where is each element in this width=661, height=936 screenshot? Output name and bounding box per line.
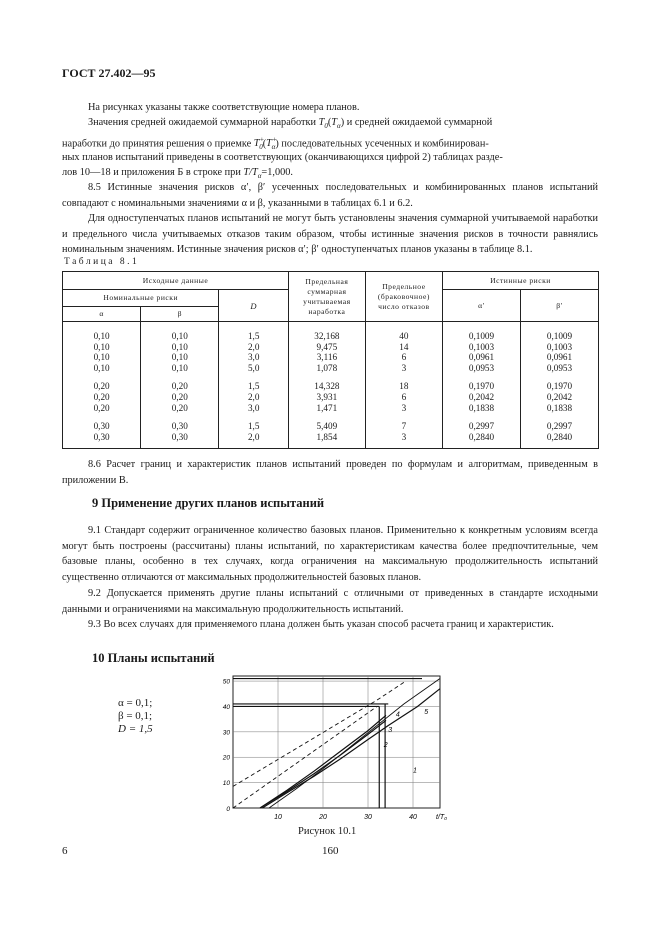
table-cell: 0,10 xyxy=(141,322,219,342)
table-cell: 14 xyxy=(365,342,442,353)
table-cell: 0,0953 xyxy=(443,363,521,376)
table-cell: 0,30 xyxy=(141,415,219,432)
x-axis-label: t/T₀ xyxy=(436,814,448,821)
table-cell: 0,1838 xyxy=(520,403,598,416)
table-cell: 0,0953 xyxy=(520,363,598,376)
table-cell: 14,328 xyxy=(288,375,365,392)
table-cell: 6 xyxy=(365,352,442,363)
paragraph-9-1: 9.1 Стандарт содержит ограниченное количество базовых планов. Применительно к конкретным условиям всегда могут быть построены (рассчитаны) планы испытаний, по характеристикам качества более предпочтительные, чем базовые планы, особенно в тех случаях, когда ограничения на максимальную продолжительность испытаний существенно отличаются от максимальных продолжительностей базовых планов. xyxy=(62,525,598,583)
table-row xyxy=(63,403,599,416)
table-cell: 2,0 xyxy=(219,432,289,449)
table-cell: 0,30 xyxy=(141,432,219,449)
table-cell: 0,2840 xyxy=(520,432,598,449)
table-cell: 0,0961 xyxy=(520,352,598,363)
table-row xyxy=(63,322,599,342)
table-cell: 2,0 xyxy=(219,342,289,353)
table-cell: 0,1838 xyxy=(443,403,521,416)
legend-beta: β = 0,1; xyxy=(118,710,153,722)
th-alpha-true: α′ xyxy=(443,290,521,322)
paragraph-single-stage: Для одноступенчатых планов испытаний не могут быть установлены значения суммарной учитываемой наработки и предельного числа учитываемых отказов таким образом, чтобы истинные значения рисков в точности равнялись номинальным значениям. Истинные значения рисков α′; β′ одноступенчатых планов указаны в таблице 8.1. xyxy=(62,213,598,256)
table-row xyxy=(63,415,599,432)
table-cell: 1,854 xyxy=(288,432,365,449)
table-cell: 3 xyxy=(365,432,442,449)
x-tick-label: 40 xyxy=(409,814,417,821)
table-cell: 0,30 xyxy=(63,415,141,432)
page-number-left: 6 xyxy=(62,845,68,857)
table-row xyxy=(63,342,599,353)
table-cell: 0,2042 xyxy=(443,392,521,403)
th-limit-fail: Предельное (браковочное) число отказов xyxy=(365,272,442,322)
paragraph-8-4: Значения средней ожидаемой суммарной наработки $T_0(T_\alpha)$ и средней ожидаемой суммарной xyxy=(88,117,493,131)
table-cell: 3,0 xyxy=(219,403,289,416)
table-cell: 1,5 xyxy=(219,415,289,432)
paragraph-9-2: 9.2 Допускается применять другие планы испытаний с отличными от приведенных в стандарте исходными данными и ограничениями на максимальную продолжительность испытаний. xyxy=(62,588,598,615)
figure-caption: Рисунок 10.1 xyxy=(298,826,357,837)
table-cell: 3,116 xyxy=(288,352,365,363)
table-cell: 0,10 xyxy=(141,363,219,376)
section-10-title: 10 Планы испытаний xyxy=(92,651,215,665)
table-cell: 3,931 xyxy=(288,392,365,403)
table-cell: 0,20 xyxy=(141,392,219,403)
table-cell: 7 xyxy=(365,415,442,432)
table-body xyxy=(63,322,599,449)
th-true-risks: Истинные риски xyxy=(443,272,599,290)
y-tick-label: 50 xyxy=(222,678,230,686)
th-d: D xyxy=(219,290,289,322)
table-cell: 3 xyxy=(365,363,442,376)
table-cell: 0,1003 xyxy=(443,342,521,353)
y-tick-label: 30 xyxy=(222,729,230,737)
table-row xyxy=(63,375,599,392)
table-row xyxy=(63,352,599,363)
table-cell: 0,1009 xyxy=(443,322,521,342)
x-tick-label: 20 xyxy=(319,814,327,821)
th-beta-true: β′ xyxy=(520,290,598,322)
table-cell: 0,2042 xyxy=(520,392,598,403)
th-alpha: α xyxy=(63,307,141,322)
legend-alpha: α = 0,1; xyxy=(118,697,153,709)
table-cell: 0,10 xyxy=(141,352,219,363)
table-cell: 0,2840 xyxy=(443,432,521,449)
plan-chart xyxy=(215,668,450,828)
paragraph-figures-note: На рисунках указаны также соответствующие номера планов. xyxy=(88,102,360,113)
chart-lines xyxy=(233,679,440,809)
table-caption: Таблица 8.1 xyxy=(64,257,140,267)
th-beta: β xyxy=(141,307,219,322)
chart-text xyxy=(222,679,447,821)
table-cell: 18 xyxy=(365,375,442,392)
table-cell: 3,0 xyxy=(219,352,289,363)
table-cell: 5,0 xyxy=(219,363,289,376)
table-cell: 0,20 xyxy=(141,375,219,392)
table-cell: 0,1009 xyxy=(520,322,598,342)
table-cell: 0,10 xyxy=(63,342,141,353)
y-tick-label: 20 xyxy=(222,754,230,762)
table-cell: 32,168 xyxy=(288,322,365,342)
paragraph-9-3: 9.3 Во всех случаях для применяемого плана должен быть указан способ расчета границ и характеристик. xyxy=(88,619,554,630)
table-cell: 0,20 xyxy=(63,403,141,416)
y-tick-label: 40 xyxy=(222,703,230,711)
paragraph-8-5: 8.5 Истинные значения рисков α′, β′ усеченных последовательных и комбинированных планов испытаний совпадают с номинальными значениями α и β, указанными в таблицах 6.1 и 6.2. xyxy=(62,182,598,209)
paragraph-8-4-line2: наработки до принятия решения о приемке $T^+_0(T^+_\alpha)$ последовательных усеченных и комбинирован- xyxy=(62,136,489,152)
x-tick-label: 10 xyxy=(274,814,282,821)
table-row xyxy=(63,432,599,449)
chart-frame xyxy=(233,676,440,808)
table-cell: 1,078 xyxy=(288,363,365,376)
table-cell: 0,0961 xyxy=(443,352,521,363)
paragraph-8-4-line3: ных планов испытаний приведены в соответствующих (оканчивающихся цифрой 2) таблицах разде- xyxy=(62,152,503,163)
table-cell: 0,20 xyxy=(141,403,219,416)
curve-label: 5 xyxy=(424,709,429,717)
table-cell: 0,30 xyxy=(63,432,141,449)
th-nominal: Номинальные риски xyxy=(63,290,219,307)
page-number-center: 160 xyxy=(322,845,339,857)
legend-d: D = 1,5 xyxy=(118,723,153,735)
th-source: Исходные данные xyxy=(63,272,289,290)
table-cell: 1,471 xyxy=(288,403,365,416)
curve-label: 4 xyxy=(395,711,400,719)
table-cell: 0,2997 xyxy=(520,415,598,432)
y-tick-zero: 0 xyxy=(226,806,230,813)
table-cell: 9,475 xyxy=(288,342,365,353)
table-cell: 2,0 xyxy=(219,392,289,403)
risk-table xyxy=(62,271,599,449)
table-cell: 0,20 xyxy=(63,392,141,403)
table-cell: 6 xyxy=(365,392,442,403)
paragraph-8-6: 8.6 Расчет границ и характеристик планов испытаний проведен по формулам и алгоритмам, приведенным в приложении В. xyxy=(62,459,598,486)
y-tick-label: 10 xyxy=(222,780,230,788)
curve-label: 3 xyxy=(388,726,393,734)
section-9-title: 9 Применение других планов испытаний xyxy=(92,496,325,510)
x-tick-label: 30 xyxy=(364,814,372,821)
table-row xyxy=(63,363,599,376)
th-limit-time: Предельная суммарная учитываемая наработка xyxy=(288,272,365,322)
paragraph-8-4-line4: лов 10—18 и приложения Б в строке при $T/T_\alpha=1,000$. xyxy=(62,167,293,181)
table-cell: 3 xyxy=(365,403,442,416)
table-cell: 0,1970 xyxy=(443,375,521,392)
table-cell: 0,2997 xyxy=(443,415,521,432)
table-cell: 1,5 xyxy=(219,322,289,342)
table-row xyxy=(63,392,599,403)
table-cell: 0,10 xyxy=(63,363,141,376)
table-cell: 5,409 xyxy=(288,415,365,432)
document-header: ГОСТ 27.402—95 xyxy=(62,66,156,80)
table-cell: 0,1003 xyxy=(520,342,598,353)
table-cell: 0,10 xyxy=(63,322,141,342)
table-cell: 0,20 xyxy=(63,375,141,392)
curve-label: 1 xyxy=(413,767,417,775)
table-cell: 0,10 xyxy=(141,342,219,353)
table-cell: 0,10 xyxy=(63,352,141,363)
curve-label: 2 xyxy=(383,742,388,750)
table-cell: 40 xyxy=(365,322,442,342)
table-cell: 1,5 xyxy=(219,375,289,392)
table-cell: 0,1970 xyxy=(520,375,598,392)
chart-grid xyxy=(233,676,440,808)
